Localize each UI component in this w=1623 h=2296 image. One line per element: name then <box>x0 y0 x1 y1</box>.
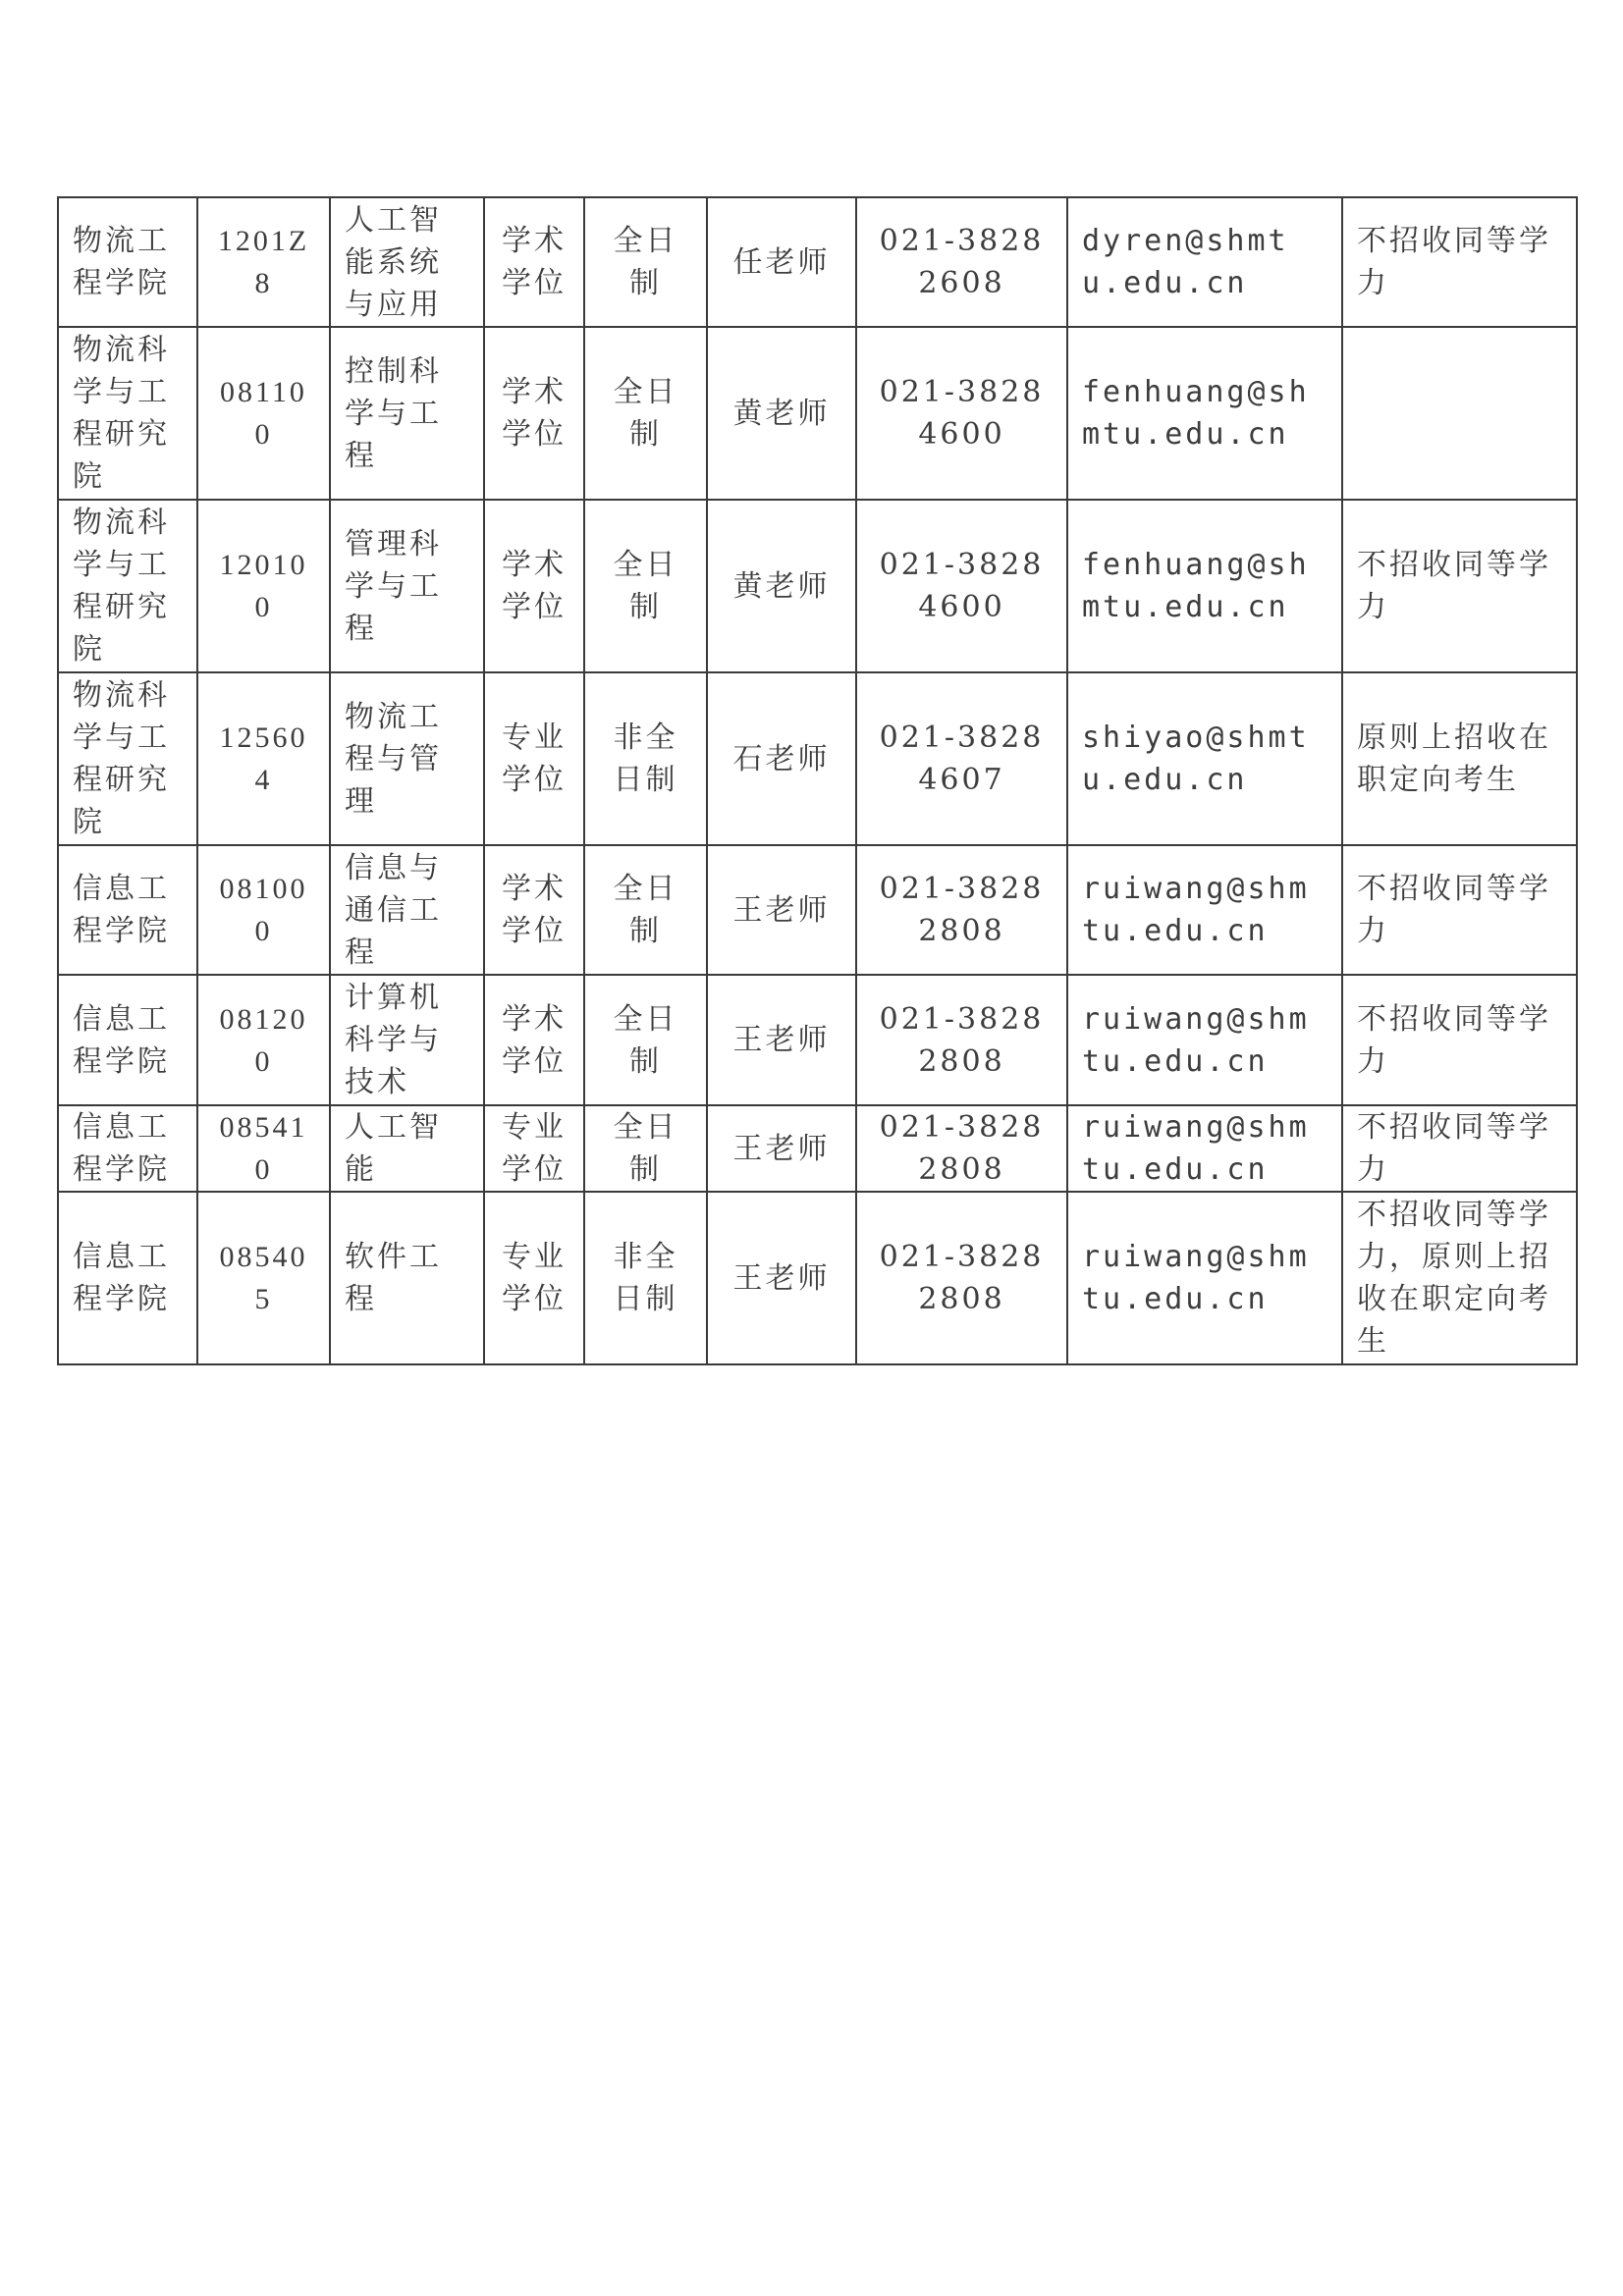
study-mode-cell: 全日制 <box>584 845 707 975</box>
note-cell: 不招收同等学力 <box>1342 845 1577 975</box>
study-mode-cell: 全日制 <box>584 327 707 500</box>
phone-cell: 021-38284600 <box>856 500 1067 672</box>
email-cell: shiyao@shmtu.edu.cn <box>1067 672 1342 845</box>
phone-cell: 021-38282608 <box>856 197 1067 327</box>
contact-person-cell: 王老师 <box>707 975 856 1105</box>
major-cell: 人工智能 <box>330 1105 484 1192</box>
email-cell: fenhuang@shmtu.edu.cn <box>1067 327 1342 500</box>
study-mode-cell: 全日制 <box>584 197 707 327</box>
email-cell: ruiwang@shmtu.edu.cn <box>1067 975 1342 1105</box>
table-row <box>58 327 1577 500</box>
major-cell: 控制科学与工程 <box>330 327 484 500</box>
table-row <box>58 845 1577 975</box>
contact-person-cell: 王老师 <box>707 845 856 975</box>
note-cell: 不招收同等学力 <box>1342 1105 1577 1192</box>
major-cell: 物流工程与管理 <box>330 672 484 845</box>
phone-cell: 021-38282808 <box>856 1192 1067 1364</box>
major-cell: 人工智能系统与应用 <box>330 197 484 327</box>
school-cell: 信息工程学院 <box>58 1192 197 1364</box>
email-cell: ruiwang@shmtu.edu.cn <box>1067 1105 1342 1192</box>
contact-person-cell: 黄老师 <box>707 500 856 672</box>
note-cell: 不招收同等学力，原则上招收在职定向考生 <box>1342 1192 1577 1364</box>
program-code-cell: 085410 <box>197 1105 330 1192</box>
major-cell: 软件工程 <box>330 1192 484 1364</box>
table-row <box>58 500 1577 672</box>
program-code-cell: 081000 <box>197 845 330 975</box>
degree-type-cell: 学术学位 <box>484 197 584 327</box>
program-code-cell: 081100 <box>197 327 330 500</box>
note-cell: 不招收同等学力 <box>1342 197 1577 327</box>
program-code-cell: 081200 <box>197 975 330 1105</box>
email-cell: ruiwang@shmtu.edu.cn <box>1067 845 1342 975</box>
degree-type-cell: 学术学位 <box>484 500 584 672</box>
major-cell: 管理科学与工程 <box>330 500 484 672</box>
contact-person-cell: 石老师 <box>707 672 856 845</box>
note-cell: 不招收同等学力 <box>1342 500 1577 672</box>
phone-cell: 021-38284600 <box>856 327 1067 500</box>
program-code-cell: 120100 <box>197 500 330 672</box>
school-cell: 物流科学与工程研究院 <box>58 672 197 845</box>
note-cell: 不招收同等学力 <box>1342 975 1577 1105</box>
phone-cell: 021-38282808 <box>856 975 1067 1105</box>
program-code-cell: 085405 <box>197 1192 330 1364</box>
study-mode-cell: 全日制 <box>584 500 707 672</box>
program-code-cell: 1201Z8 <box>197 197 330 327</box>
degree-type-cell: 学术学位 <box>484 327 584 500</box>
study-mode-cell: 全日制 <box>584 1105 707 1192</box>
degree-type-cell: 专业学位 <box>484 1105 584 1192</box>
phone-cell: 021-38282808 <box>856 845 1067 975</box>
major-cell: 计算机科学与技术 <box>330 975 484 1105</box>
note-cell <box>1342 327 1577 500</box>
email-cell: dyren@shmtu.edu.cn <box>1067 197 1342 327</box>
phone-cell: 021-38282808 <box>856 1105 1067 1192</box>
school-cell: 信息工程学院 <box>58 975 197 1105</box>
school-cell: 信息工程学院 <box>58 845 197 975</box>
admissions-contact-table <box>57 196 1578 1365</box>
table-row <box>58 197 1577 327</box>
note-cell: 原则上招收在职定向考生 <box>1342 672 1577 845</box>
table-row <box>58 672 1577 845</box>
school-cell: 信息工程学院 <box>58 1105 197 1192</box>
program-code-cell: 125604 <box>197 672 330 845</box>
contact-person-cell: 王老师 <box>707 1192 856 1364</box>
phone-cell: 021-38284607 <box>856 672 1067 845</box>
school-cell: 物流科学与工程研究院 <box>58 500 197 672</box>
table-row <box>58 1192 1577 1364</box>
contact-person-cell: 任老师 <box>707 197 856 327</box>
degree-type-cell: 学术学位 <box>484 845 584 975</box>
table-row <box>58 975 1577 1105</box>
school-cell: 物流科学与工程研究院 <box>58 327 197 500</box>
study-mode-cell: 非全日制 <box>584 672 707 845</box>
school-cell: 物流工程学院 <box>58 197 197 327</box>
major-cell: 信息与通信工程 <box>330 845 484 975</box>
email-cell: fenhuang@shmtu.edu.cn <box>1067 500 1342 672</box>
study-mode-cell: 非全日制 <box>584 1192 707 1364</box>
degree-type-cell: 学术学位 <box>484 975 584 1105</box>
table-row <box>58 1105 1577 1192</box>
email-cell: ruiwang@shmtu.edu.cn <box>1067 1192 1342 1364</box>
study-mode-cell: 全日制 <box>584 975 707 1105</box>
contact-person-cell: 黄老师 <box>707 327 856 500</box>
degree-type-cell: 专业学位 <box>484 672 584 845</box>
degree-type-cell: 专业学位 <box>484 1192 584 1364</box>
contact-person-cell: 王老师 <box>707 1105 856 1192</box>
